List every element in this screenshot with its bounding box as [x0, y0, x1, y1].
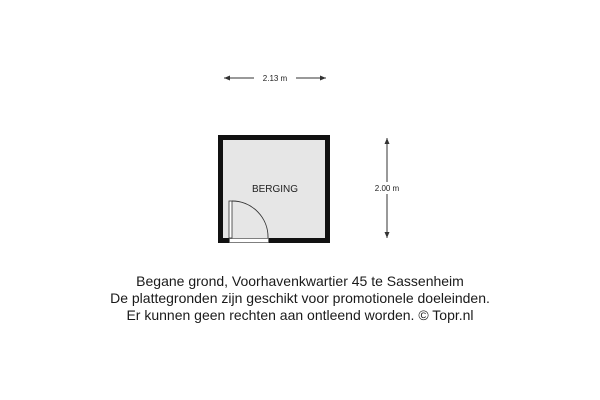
caption-line-location: Begane grond, Voorhavenkwartier 45 te Sassenheim [136, 273, 464, 289]
width-dimension [224, 72, 326, 84]
door-leaf [229, 201, 232, 238]
caption [0, 273, 600, 324]
height-dimension [367, 138, 407, 238]
height-dimension-label: 2.00 m [374, 184, 400, 193]
caption-line-disclaimer: Er kunnen geen rechten aan ontleend worden. © Topr.nl [126, 307, 474, 323]
width-dimension-label: 2.13 m [262, 74, 288, 83]
caption-line-purpose: De plattegronden zijn geschikt voor promotionele doeleinden. [110, 290, 490, 306]
room-berging [218, 135, 330, 243]
room-label: BERGING [251, 184, 299, 195]
